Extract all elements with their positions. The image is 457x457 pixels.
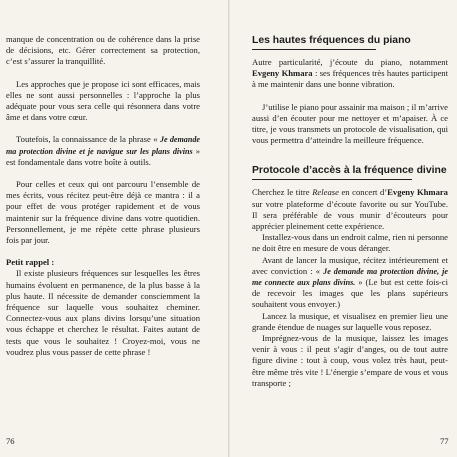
page-number-right: 77 [440,436,449,446]
paragraph: Les approches que je propose ici sont efficaces, mais elles ne sont aussi personnelles : l’approche la plus adéquate pour vous sera celle qui résonnera dans votre âme et dans votre cœur. [6,78,200,123]
text-run: en concert d’ [338,187,388,198]
text-run: sur votre plateforme d’écoute favorite ou sur YouTube. Il sera préférable de vous munir d’écouteurs pour apprécier pleinement cette expérience. [252,198,448,232]
mantra-phrase: Je demande ma protection divine, je me connecte aux plans divins. [252,266,449,288]
left-page [6,34,200,358]
text-run: Cherchez le titre [252,187,313,198]
artist-name: Evgeny Khmara [252,68,313,79]
section-title: Protocole d’accès à la fréquence divine [252,165,447,177]
title-underline [252,49,376,50]
paragraph: manque de concentration ou de cohérence dans la prise de décisions, etc. Gérer correctement sa protection, c’est s’assurer la tranquillité. [6,34,200,67]
paragraph: Il existe plusieurs fréquences sur lesquelles les êtres humains évoluent en permanence, de la plus basse à la plus haute. Il nécessite de demander consciemment la fréquence sur laquelle vous souhaitez cheminer. Connectez-vous aux plans divins lorsqu’une situation vous échappe et cherchez le résultat. Faites autant de tests que vous le souhaitez ! Croyez-moi, vous ne voudrez plus vous passer de cette phrase ! [6,268,200,357]
paragraph: Installez-vous dans un endroit calme, rien ni personne ne doit être en mesure de vous déranger. [252,232,448,254]
paragraph: Pour celles et ceux qui ont parcouru l’ensemble de mes écrits, vous récitez peut-être déjà ce mantra : il a pour effet de vous protéger rapidement et de vous maintenir sur la fréquence divine dans votre quotidien. Personnellement, je me répète cette phrase plusieurs fois par jour. [6,179,200,246]
paragraph: Imprégnez-vous de la musique, laissez les images venir à vous : il peut s’agir d’anges, ou de tout autre figure divine : tout à coup, vous volez très haut, peut-être même très vite ! L’énergie s’empare de vous et vous transporte ; [252,333,448,388]
text-run: » est fondamentale dans votre boîte à outils. [6,145,200,167]
text-run: Avant de lancer la musique, récitez intérieurement et avec conviction : « [252,254,448,276]
paragraph-mantra [6,134,200,168]
text-run: Toutefois, la connaissance de la phrase « [16,134,160,145]
paragraph: Lancez la musique, et visualisez en premier lieu une grande étendue de nuages sur laquelle vous reposez. [252,310,448,332]
paragraph: J’utilise le piano pour assainir ma maison ; il m’arrive aussi d’en écouter pour me nettoyer et m’apaiser. À ce titre, je vous transmets un protocole de visualisation, qui vous permettra d’atteindre la meilleure fréquence. [252,101,448,146]
text-run: Autre particularité, j’écoute du piano, notamment [252,57,448,67]
right-page [252,34,448,389]
song-title: Release [312,187,339,198]
artist-name: Evgeny Khmara [387,187,448,198]
page-number-left: 76 [6,436,15,446]
mantra-phrase: Je demande ma protection divine et je navigue sur les plans divins [6,135,200,156]
section-title: Les hautes fréquences du piano [252,35,411,46]
text-run: : ses fréquences très hautes participent à me maintenir dans une bonne vibration. [252,68,448,90]
paragraph [252,187,448,232]
book-gutter [228,0,230,457]
paragraph [252,57,448,91]
title-underline [252,179,412,180]
paragraph-mantra [252,255,448,311]
subheading: Petit rappel : [6,257,55,268]
text-run: » (Le but est cette fois-ci de recevoir les images que les plans supérieurs souhaitent vous envoyer.) [252,277,448,310]
